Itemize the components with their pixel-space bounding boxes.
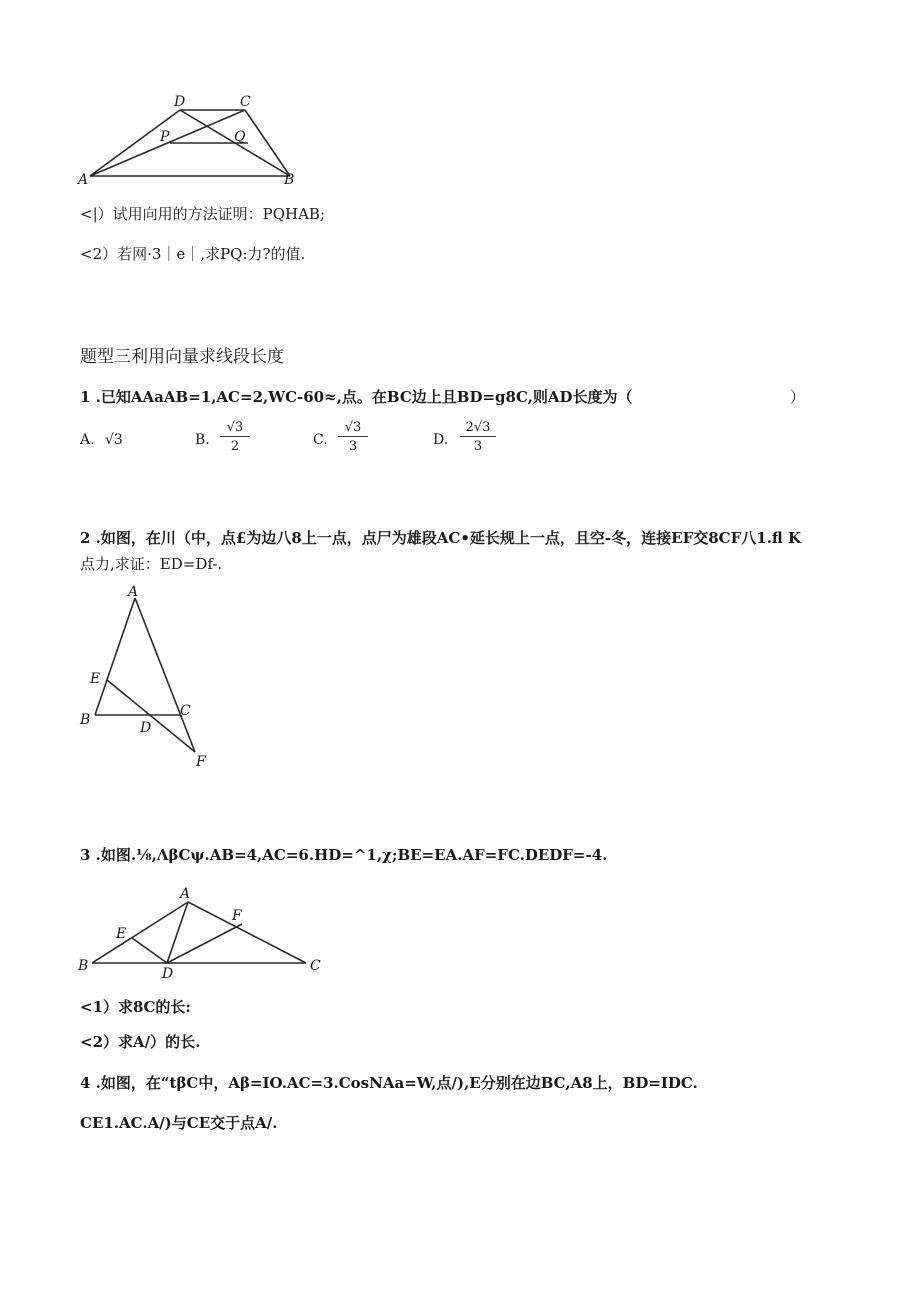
label-b: B [78,958,89,974]
question-1-close-paren: ） [790,388,806,406]
figure-triangle-2 [70,580,230,770]
option-c-label: C. [313,432,328,448]
label-q: Q [234,129,246,145]
question-1: 1 .已知AAaAB=1,AC=2,WC-60≈,点。在BC边上且BD=g8C,则AD长度为（ [80,388,633,406]
question-3-part-2: <2）求A/）的长. [80,1033,201,1051]
option-b-fraction [220,420,250,454]
question-3-part-1: <1）求8C的长: [80,998,191,1016]
edge-ab [92,902,188,963]
question-3: 3 .如图.⅛,ΛβCψ.AB=4,AC=6.HD=^1,χ;BE=EA.AF=FC.DEDF=-4. [80,846,608,864]
label-e: E [116,926,127,942]
figure-triangle-3 [70,880,340,980]
question-part-2: <2）若网·3｜e｜,求PQ:力?的值. [80,245,306,263]
option-c-denominator: 3 [348,439,358,454]
label-d: D [140,720,152,736]
option-a-value: √3 [105,432,123,448]
option-d [433,432,448,448]
figure-trapezoid [70,90,310,190]
option-b [195,432,210,448]
label-e: E [90,671,101,687]
label-f: F [196,754,206,770]
option-c-numerator: √3 [338,420,368,437]
question-part-1: <|）试用向用的方法证明：PQHAB; [80,205,326,223]
option-a [80,432,123,448]
label-b: B [284,172,295,188]
option-d-denominator: 3 [473,439,483,454]
label-a: A [180,886,191,902]
label-d: D [162,966,174,980]
question-2-line-2: 点力,求证：ED=Df-. [80,555,223,573]
option-d-fraction [460,420,496,454]
label-p: P [160,129,170,145]
label-c: C [180,703,191,719]
question-4-line-2: CE1.AC.A/)与CE交于点A/. [80,1114,278,1132]
label-c: C [240,94,251,110]
edge-bc [245,110,290,176]
question-2-line-1: 2 .如图，在川（中，点£为边八8上一点，点尸为雄段AC•延长规上一点，且空-冬，连接EF交8CF八1.fl K [80,529,802,547]
option-a-label: A. [80,432,95,448]
edge-de [132,938,167,963]
label-c: C [310,958,321,974]
label-f: F [232,908,242,924]
option-d-numerator: 2√3 [460,420,496,437]
section-title: 题型三利用向量求线段长度 [80,347,284,367]
option-c-fraction [338,420,368,454]
edge-ac [188,902,306,963]
option-b-label: B. [195,432,210,448]
option-d-label: D. [433,432,449,448]
label-d: D [174,94,186,110]
option-c [313,432,328,448]
label-a: A [78,172,89,188]
label-a: A [128,584,139,600]
option-b-denominator: 2 [230,439,240,454]
question-4-line-1: 4 .如图，在“tβC中，Aβ=IO.AC=3.CosNAa=W,点/),E分别在边BC,A8上，BD=IDC. [80,1074,698,1092]
option-b-numerator: √3 [220,420,250,437]
label-b: B [80,712,91,728]
